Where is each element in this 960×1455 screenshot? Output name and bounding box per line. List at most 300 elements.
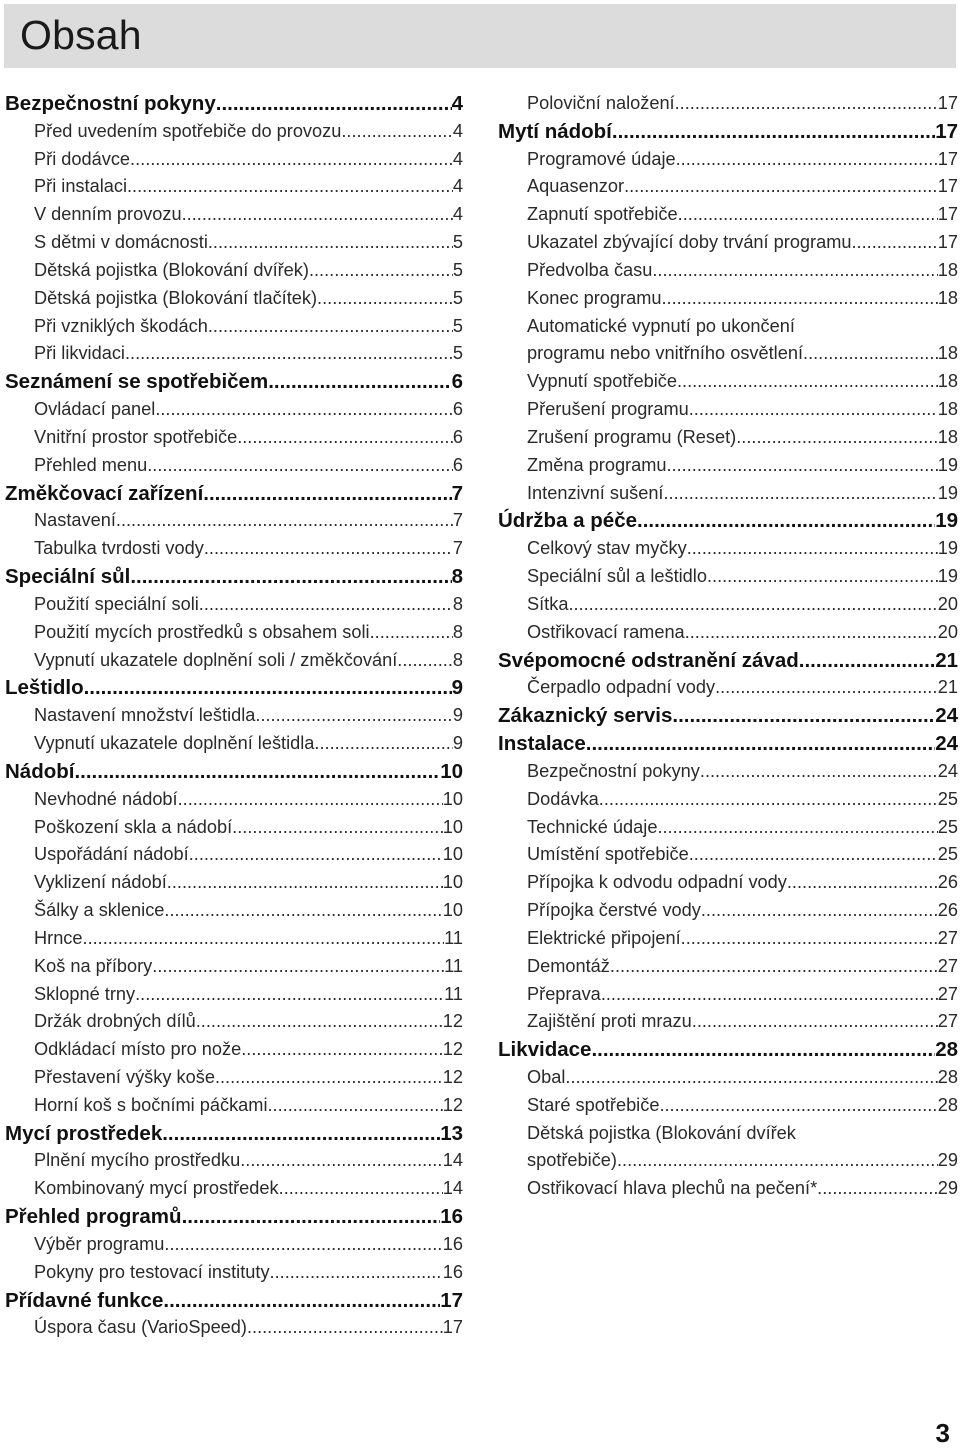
- dot-leader: [715, 674, 938, 702]
- toc-entry-label: Elektrické připojení: [527, 927, 681, 948]
- toc-entry[interactable]: [5, 285, 463, 313]
- toc-section-label: Změkčovací zařízení: [5, 481, 204, 505]
- dot-leader: [676, 146, 938, 174]
- toc-section-entry[interactable]: [498, 730, 958, 758]
- toc-page-number: 27: [937, 955, 958, 976]
- dot-leader: [317, 285, 453, 313]
- dot-leader: [255, 702, 452, 730]
- dot-leader: [83, 925, 445, 953]
- toc-entry[interactable]: [498, 897, 958, 925]
- toc-entry[interactable]: [5, 869, 463, 897]
- toc-section-label: Zákaznický servis: [498, 704, 673, 728]
- toc-section-entry[interactable]: [5, 563, 463, 591]
- toc-page-number: 7: [452, 538, 463, 559]
- toc-section-label: Seznámení se spotřebičem: [5, 370, 269, 394]
- dot-leader: [637, 507, 935, 535]
- toc-entry[interactable]: [5, 173, 463, 201]
- toc-entry[interactable]: [498, 1175, 958, 1203]
- dot-leader: [565, 1064, 937, 1092]
- toc-page-number: 5: [452, 259, 463, 280]
- dot-leader: [241, 1036, 443, 1064]
- toc-entry[interactable]: [498, 1120, 958, 1148]
- toc-page-number: 20: [937, 593, 958, 614]
- toc-page-number: 5: [452, 315, 463, 336]
- toc-entry-label: Použití speciální soli: [34, 593, 199, 614]
- toc-entry[interactable]: [5, 981, 463, 1009]
- toc-page-number: 12: [442, 1011, 463, 1032]
- dot-leader: [182, 201, 453, 229]
- toc-entry[interactable]: [5, 1231, 463, 1259]
- toc-entry[interactable]: [498, 90, 958, 118]
- toc-page-number: 29: [937, 1150, 958, 1171]
- toc-section-label: Likvidace: [498, 1038, 592, 1062]
- toc-page-number: 18: [937, 426, 958, 447]
- dot-leader: [314, 730, 452, 758]
- dot-leader: [701, 897, 938, 925]
- dot-leader: [736, 424, 938, 452]
- toc-page-number: 4: [451, 92, 463, 115]
- toc-section-label: Bezpečnostní pokyny: [5, 92, 216, 115]
- toc-entry[interactable]: [5, 257, 463, 285]
- toc-entry[interactable]: [5, 507, 463, 535]
- toc-page-number: 21: [937, 677, 958, 698]
- toc-page-number: 12: [442, 1094, 463, 1115]
- toc-page-number: 19: [937, 538, 958, 559]
- toc-right-column: [498, 90, 958, 1203]
- toc-entry[interactable]: [498, 452, 958, 480]
- toc-section-entry[interactable]: [5, 480, 463, 508]
- toc-entry-label: Horní koš s bočními páčkami: [34, 1094, 268, 1115]
- dot-leader: [309, 257, 453, 285]
- toc-entry-label: S dětmi v domácnosti: [34, 232, 208, 253]
- toc-page-number: 24: [937, 760, 958, 781]
- toc-entry[interactable]: [498, 257, 958, 285]
- toc-section-entry[interactable]: [5, 758, 463, 786]
- toc-section-entry[interactable]: [5, 674, 463, 702]
- toc-page-number: 19: [937, 482, 958, 503]
- toc-entry-label: Ovládací panel: [34, 399, 156, 420]
- toc-page-number: 24: [935, 704, 958, 728]
- toc-page-number: 12: [442, 1039, 463, 1060]
- toc-entry[interactable]: [5, 1175, 463, 1203]
- toc-entry-label: Vnitřní prostor spotřebiče: [34, 426, 238, 447]
- toc-entry[interactable]: [498, 869, 958, 897]
- dot-leader: [681, 925, 938, 953]
- toc-entry[interactable]: [5, 396, 463, 424]
- toc-entry-label: Při instalaci: [34, 176, 127, 197]
- toc-entry[interactable]: [5, 313, 463, 341]
- toc-entry-label: Hrnce: [34, 927, 83, 948]
- toc-page-number: 9: [452, 705, 463, 726]
- toc-entry[interactable]: [5, 1036, 463, 1064]
- toc-page-number: 4: [452, 120, 463, 141]
- toc-entry-label: Pokyny pro testovací instituty: [34, 1261, 270, 1282]
- toc-entry-label: Předvolba času: [527, 259, 653, 280]
- toc-page-number: 6: [452, 426, 463, 447]
- toc-entry-label: Držák drobných dílů: [34, 1011, 196, 1032]
- toc-entry[interactable]: [498, 981, 958, 1009]
- toc-entry-label: Konec programu: [527, 287, 662, 308]
- toc-section-entry[interactable]: [498, 507, 958, 535]
- dot-leader: [672, 702, 935, 730]
- dot-leader: [130, 146, 453, 174]
- toc-page-number: 27: [937, 1011, 958, 1032]
- toc-page-number: 29: [937, 1178, 958, 1199]
- toc-entry-label: Nevhodné nádobí: [34, 788, 178, 809]
- toc-entry[interactable]: [498, 340, 958, 368]
- toc-entry-label: Při likvidaci: [34, 343, 125, 364]
- dot-leader: [612, 118, 935, 146]
- toc-entry[interactable]: [498, 619, 958, 647]
- dot-leader: [689, 841, 938, 869]
- page-number: 3: [935, 1418, 950, 1448]
- toc-page-number: 17: [937, 93, 958, 113]
- toc-section-entry[interactable]: [498, 702, 958, 730]
- toc-page-number: 18: [937, 287, 958, 308]
- toc-section-label: Svépomocné odstranění závad: [498, 648, 799, 672]
- toc-section-label: Mytí nádobí: [498, 119, 612, 143]
- dot-leader: [204, 535, 453, 563]
- toc-section-entry[interactable]: [498, 647, 958, 675]
- toc-entry[interactable]: [5, 229, 463, 257]
- toc-page-number: 4: [452, 176, 463, 197]
- toc-entry[interactable]: [498, 480, 958, 508]
- toc-entry-label: Sítka: [527, 593, 569, 614]
- toc-page-number: 19: [937, 566, 958, 587]
- toc-section-label: Mycí prostředek: [5, 1121, 163, 1145]
- toc-entry-label: Speciální sůl a leštidlo: [527, 566, 707, 587]
- toc-page-number: 20: [937, 621, 958, 642]
- toc-entry[interactable]: [5, 953, 463, 981]
- dot-leader: [799, 647, 935, 675]
- toc-entry-label: Zajištění proti mrazu: [527, 1011, 692, 1032]
- toc-entry[interactable]: [498, 201, 958, 229]
- toc-entry-label: Ukazatel zbývající doby trvání programu: [527, 232, 852, 253]
- toc-page-number: 5: [452, 343, 463, 364]
- toc-entry[interactable]: [5, 1064, 463, 1092]
- dot-leader: [692, 1008, 938, 1036]
- toc-page-number: 28: [935, 1038, 958, 1062]
- toc-entry-label: Koš na příbory: [34, 955, 153, 976]
- toc-entry-label: Vypnutí ukazatele doplnění soli / změkčování: [34, 649, 398, 670]
- toc-entry[interactable]: [498, 396, 958, 424]
- dot-leader: [182, 1203, 441, 1231]
- dot-leader: [700, 758, 938, 786]
- dot-leader: [208, 229, 453, 257]
- toc-entry-label: Přípojka čerstvé vody: [527, 900, 701, 921]
- toc-entry[interactable]: [5, 702, 463, 730]
- toc-entry[interactable]: [5, 535, 463, 563]
- dot-leader: [237, 424, 453, 452]
- toc-entry[interactable]: [5, 1008, 463, 1036]
- toc-entry-label: Před uvedením spotřebiče do provozu: [34, 120, 342, 141]
- toc-entry-label: Přehled menu: [34, 454, 148, 475]
- toc-entry-label: Celkový stav myčky: [527, 538, 687, 559]
- toc-entry[interactable]: [498, 786, 958, 814]
- toc-page-number: 25: [937, 844, 958, 865]
- toc-page-number: 17: [440, 1288, 463, 1312]
- toc-entry-label: Nastavení: [34, 510, 116, 531]
- toc-page-number: 10: [440, 759, 463, 783]
- toc-entry-label: Poškození skla a nádobí: [34, 816, 233, 837]
- toc-page-number: 17: [442, 1317, 463, 1338]
- dot-leader: [167, 869, 443, 897]
- dot-leader: [664, 480, 938, 508]
- toc-section-entry[interactable]: [498, 118, 958, 146]
- dot-leader: [84, 674, 452, 702]
- toc-entry[interactable]: [5, 730, 463, 758]
- dot-leader: [163, 1287, 440, 1315]
- toc-page-number: 9: [452, 733, 463, 754]
- toc-section-entry[interactable]: [5, 90, 463, 118]
- toc-section-entry[interactable]: [498, 1036, 958, 1064]
- dot-leader: [74, 758, 440, 786]
- toc-entry[interactable]: [498, 1092, 958, 1120]
- toc-section-label: Instalace: [498, 732, 586, 756]
- toc-section-label: Údržba a péče: [498, 509, 637, 533]
- toc-page-number: 6: [451, 370, 463, 394]
- toc-entry[interactable]: [498, 1008, 958, 1036]
- dot-leader: [164, 897, 442, 925]
- toc-entry[interactable]: [5, 1314, 463, 1342]
- toc-page-number: 7: [452, 510, 463, 531]
- toc-page-number: 16: [442, 1233, 463, 1254]
- toc-page-number: 26: [937, 872, 958, 893]
- toc-section-label: Speciální sůl: [5, 565, 131, 589]
- toc-page-number: 17: [935, 119, 958, 143]
- dot-leader: [147, 452, 453, 480]
- toc-entry[interactable]: [498, 563, 958, 591]
- dot-leader: [803, 340, 938, 368]
- dot-leader: [591, 1036, 935, 1064]
- toc-entry[interactable]: [5, 619, 463, 647]
- toc-entry-label: Dětská pojistka (Blokování tlačítek): [34, 287, 318, 308]
- toc-page-number: 17: [937, 176, 958, 197]
- toc-page-number: 10: [442, 872, 463, 893]
- toc-page-number: 10: [442, 844, 463, 865]
- toc-entry[interactable]: [498, 591, 958, 619]
- toc-entry-label: Při dodávce: [34, 148, 131, 169]
- toc-section-entry[interactable]: [5, 1287, 463, 1315]
- toc-entry-label: Vypnutí ukazatele doplnění leštidla: [34, 733, 315, 754]
- toc-entry[interactable]: [5, 786, 463, 814]
- toc-entry-label: Programové údaje: [527, 148, 676, 169]
- toc-entry[interactable]: [498, 814, 958, 842]
- dot-leader: [675, 90, 938, 118]
- toc-page-number: 12: [442, 1066, 463, 1087]
- toc-entry-label: Tabulka tvrdosti vody: [34, 538, 204, 559]
- dot-leader: [279, 1175, 443, 1203]
- toc-page-number: 4: [452, 204, 463, 225]
- toc-section-entry[interactable]: [5, 368, 463, 396]
- toc-page-number: 28: [937, 1066, 958, 1087]
- dot-leader: [125, 340, 453, 368]
- toc-entry-label: Odkládací místo pro nože: [34, 1039, 242, 1060]
- toc-entry-label: Kombinovaný mycí prostředek: [34, 1178, 279, 1199]
- toc-entry-label: Ostřikovací ramena: [527, 621, 685, 642]
- toc-page-number: 10: [442, 900, 463, 921]
- toc-entry[interactable]: [5, 925, 463, 953]
- dot-leader: [677, 368, 938, 396]
- toc-entry[interactable]: [5, 118, 463, 146]
- toc-entry-label: Přestavení výšky koše: [34, 1066, 215, 1087]
- toc-page-number: 19: [935, 509, 958, 533]
- toc-entry[interactable]: [498, 146, 958, 174]
- toc-section-label: Přídavné funkce: [5, 1288, 164, 1312]
- toc-page-number: 18: [937, 371, 958, 392]
- toc-page-number: 11: [444, 983, 463, 1004]
- toc-entry-label: Bezpečnostní pokyny: [527, 760, 700, 781]
- toc-page-number: 8: [452, 593, 463, 614]
- toc-page-number: 8: [451, 565, 463, 589]
- page-title: Obsah: [20, 12, 142, 58]
- toc-entry-label: Nastavení množství leštidla: [34, 705, 256, 726]
- dot-leader: [610, 953, 938, 981]
- dot-leader: [155, 396, 453, 424]
- toc-entry[interactable]: [498, 313, 958, 341]
- toc-entry-label: Výběr programu: [34, 1233, 165, 1254]
- dot-leader: [568, 591, 937, 619]
- dot-leader: [247, 1314, 443, 1342]
- toc-entry-label: Uspořádání nádobí: [34, 844, 189, 865]
- dot-leader: [685, 619, 938, 647]
- toc-entry[interactable]: [498, 953, 958, 981]
- toc-page-number: 13: [440, 1121, 463, 1145]
- toc-page-number: 14: [442, 1150, 463, 1171]
- toc-entry[interactable]: [498, 674, 958, 702]
- toc-entry[interactable]: [498, 285, 958, 313]
- dot-leader: [624, 173, 938, 201]
- toc-page-number: 5: [452, 287, 463, 308]
- toc-entry-label: Zapnutí spotřebiče: [527, 204, 678, 225]
- toc-section-label: Přehled programů: [5, 1205, 182, 1229]
- toc-entry[interactable]: [5, 1092, 463, 1120]
- dot-leader: [370, 619, 453, 647]
- toc-entry[interactable]: [498, 841, 958, 869]
- dot-leader: [215, 1064, 443, 1092]
- toc-page-number: 9: [451, 676, 463, 700]
- toc-page-number: 5: [452, 232, 463, 253]
- toc-entry-label: Úspora času (VarioSpeed): [34, 1317, 247, 1338]
- dot-leader: [127, 173, 453, 201]
- toc-entry[interactable]: [498, 925, 958, 953]
- toc-entry[interactable]: [5, 146, 463, 174]
- toc-page-number: 25: [937, 816, 958, 837]
- toc-entry[interactable]: [5, 591, 463, 619]
- dot-leader: [164, 1231, 442, 1259]
- dot-leader: [707, 563, 938, 591]
- toc-entry[interactable]: [498, 1147, 958, 1175]
- dot-leader: [659, 1092, 937, 1120]
- dot-leader: [687, 535, 938, 563]
- dot-leader: [817, 1175, 938, 1203]
- toc-entry[interactable]: [498, 1064, 958, 1092]
- toc-entry-label: Šálky a sklenice: [34, 900, 165, 921]
- toc-page-number: 27: [937, 927, 958, 948]
- toc-entry-label: Vypnutí spotřebiče: [527, 371, 677, 392]
- dot-leader: [787, 869, 938, 897]
- toc-entry[interactable]: [5, 452, 463, 480]
- toc-entry-label: Sklopné trny: [34, 983, 136, 1004]
- toc-entry-label: Poloviční naložení: [527, 93, 675, 113]
- toc-page-number: 21: [935, 648, 958, 672]
- toc-entry[interactable]: [5, 1147, 463, 1175]
- toc-left-column: [5, 90, 463, 1342]
- dot-leader: [689, 396, 938, 424]
- toc-page-number: 11: [444, 955, 463, 976]
- dot-leader: [341, 118, 453, 146]
- toc-section-entry[interactable]: [5, 1203, 463, 1231]
- toc-entry-label: Staré spotřebiče: [527, 1094, 660, 1115]
- toc-page-number: 10: [442, 816, 463, 837]
- toc-section-entry[interactable]: [5, 1120, 463, 1148]
- toc-entry-label: Přípojka k odvodu odpadní vody: [527, 872, 787, 893]
- toc-page-number: 16: [440, 1205, 463, 1229]
- dot-leader: [667, 452, 938, 480]
- toc-page-number: 17: [937, 148, 958, 169]
- toc-page-number: 25: [937, 788, 958, 809]
- toc-section-label: Leštidlo: [5, 676, 84, 700]
- toc-entry[interactable]: [5, 340, 463, 368]
- toc-entry-label: Umístění spotřebiče: [527, 844, 689, 865]
- toc-page-number: 6: [452, 454, 463, 475]
- dot-leader: [152, 953, 444, 981]
- toc-entry[interactable]: [5, 201, 463, 229]
- dot-leader: [601, 981, 938, 1009]
- toc-entry-label: Vyklizení nádobí: [34, 872, 167, 893]
- toc-page-number: 8: [452, 621, 463, 642]
- toc-entry-label: Plnění mycího prostředku: [34, 1150, 241, 1171]
- toc-entry[interactable]: [5, 897, 463, 925]
- toc-entry[interactable]: [5, 841, 463, 869]
- toc-page-number: 18: [937, 259, 958, 280]
- toc-page-number: 18: [937, 399, 958, 420]
- toc-entry[interactable]: [5, 814, 463, 842]
- dot-leader: [657, 814, 937, 842]
- toc-entry-label: Ostřikovací hlava plechů na pečení*: [527, 1178, 818, 1199]
- toc-entry-label: Dětská pojistka (Blokování dvířek): [34, 259, 309, 280]
- toc-entry[interactable]: [5, 647, 463, 675]
- toc-page-number: 8: [452, 649, 463, 670]
- dot-leader: [232, 814, 443, 842]
- toc-entry-label: Intenzivní sušení: [527, 482, 664, 503]
- toc-section-label: Nádobí: [5, 759, 75, 783]
- toc-entry[interactable]: [498, 173, 958, 201]
- toc-entry-label: Technické údaje: [527, 816, 658, 837]
- toc-entry[interactable]: [498, 424, 958, 452]
- toc-entry-label: spotřebiče): [527, 1150, 617, 1171]
- toc-entry-label: Obal: [527, 1066, 566, 1087]
- dot-leader: [268, 368, 451, 396]
- toc-page-number: 4: [452, 148, 463, 169]
- toc-entry[interactable]: [498, 229, 958, 257]
- toc-entry[interactable]: [498, 368, 958, 396]
- dot-leader: [216, 90, 452, 118]
- dot-leader: [852, 229, 938, 257]
- toc-entry[interactable]: [498, 758, 958, 786]
- dot-leader: [240, 1147, 443, 1175]
- toc-entry-label: Přerušení programu: [527, 399, 689, 420]
- toc-entry-label: V denním provozu: [34, 204, 182, 225]
- toc-entry[interactable]: [5, 424, 463, 452]
- dot-leader: [203, 480, 451, 508]
- dot-leader: [116, 507, 453, 535]
- toc-entry-label: Automatické vypnutí po ukončení: [527, 315, 795, 336]
- toc-entry[interactable]: [498, 535, 958, 563]
- toc-entry[interactable]: [5, 1259, 463, 1287]
- dot-leader: [652, 257, 937, 285]
- dot-leader: [397, 647, 453, 675]
